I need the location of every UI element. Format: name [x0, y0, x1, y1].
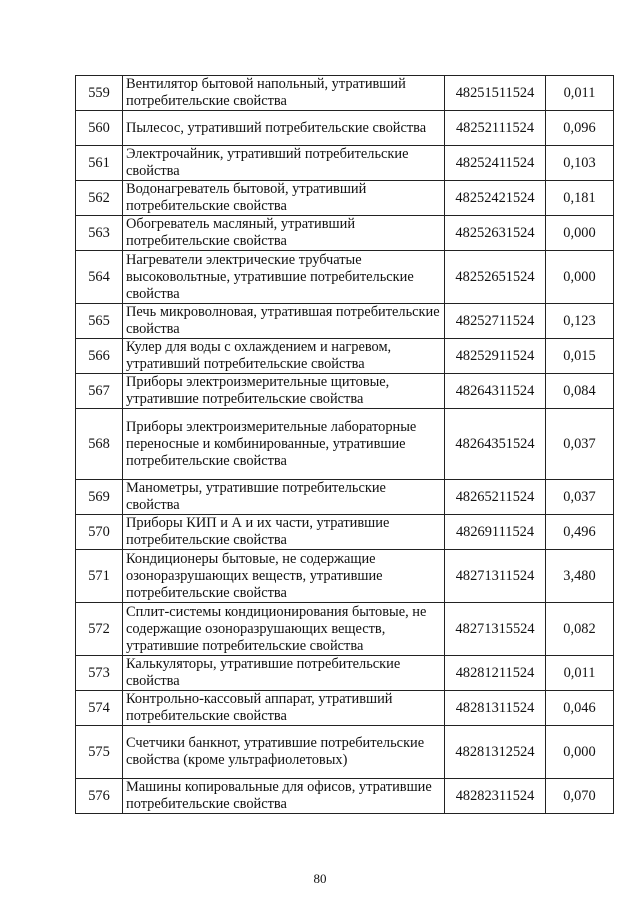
row-number: 570: [76, 515, 123, 550]
table-row: [76, 779, 614, 814]
fkko-code: 48271311524: [445, 550, 546, 603]
waste-amount: 0,096: [546, 111, 614, 146]
waste-amount: 0,103: [546, 146, 614, 181]
table-row: [76, 76, 614, 111]
waste-name: Манометры, утратившие потребительские свойства: [123, 480, 445, 515]
table-row: [76, 251, 614, 304]
row-number: 574: [76, 691, 123, 726]
waste-name: Кулер для воды с охлаждением и нагревом, утративший потребительские свойства: [123, 339, 445, 374]
waste-name: Приборы электроизмерительные щитовые, утратившие потребительские свойства: [123, 374, 445, 409]
table-row: [76, 656, 614, 691]
row-number: 564: [76, 251, 123, 304]
row-number: 566: [76, 339, 123, 374]
waste-amount: 0,015: [546, 339, 614, 374]
fkko-code: 48252631524: [445, 216, 546, 251]
table-row: [76, 726, 614, 779]
waste-amount: 0,000: [546, 216, 614, 251]
waste-name: Сплит-системы кондиционирования бытовые, не содержащие озоноразрушающих веществ, утратившие потребительские свойства: [123, 603, 445, 656]
fkko-code: 48281312524: [445, 726, 546, 779]
row-number: 567: [76, 374, 123, 409]
waste-name: Контрольно-кассовый аппарат, утративший потребительские свойства: [123, 691, 445, 726]
waste-name: Пылесос, утративший потребительские свойства: [123, 111, 445, 146]
waste-amount: 0,070: [546, 779, 614, 814]
table-row: [76, 480, 614, 515]
fkko-code: 48269111524: [445, 515, 546, 550]
table-row: [76, 374, 614, 409]
table-row: [76, 691, 614, 726]
fkko-code: 48252911524: [445, 339, 546, 374]
table-row: [76, 216, 614, 251]
waste-amount: 0,496: [546, 515, 614, 550]
waste-name: Счетчики банкнот, утратившие потребительские свойства (кроме ультрафиолетовых): [123, 726, 445, 779]
page-number: 80: [313, 871, 327, 886]
fkko-code: 48251511524: [445, 76, 546, 111]
table-row: [76, 339, 614, 374]
waste-name: Печь микроволновая, утратившая потребительские свойства: [123, 304, 445, 339]
waste-name: Калькуляторы, утратившие потребительские свойства: [123, 656, 445, 691]
fkko-code: 48264351524: [445, 409, 546, 480]
waste-name: Вентилятор бытовой напольный, утративший потребительские свойства: [123, 76, 445, 111]
row-number: 562: [76, 181, 123, 216]
row-number: 559: [76, 76, 123, 111]
waste-amount: 0,000: [546, 251, 614, 304]
waste-amount: 3,480: [546, 550, 614, 603]
waste-amount: 0,037: [546, 409, 614, 480]
waste-amount: 0,037: [546, 480, 614, 515]
row-number: 575: [76, 726, 123, 779]
waste-name: Водонагреватель бытовой, утративший потребительские свойства: [123, 181, 445, 216]
row-number: 571: [76, 550, 123, 603]
fkko-code: 48271315524: [445, 603, 546, 656]
row-number: 561: [76, 146, 123, 181]
row-number: 576: [76, 779, 123, 814]
row-number: 565: [76, 304, 123, 339]
waste-name: Нагреватели электрические трубчатые высоковольтные, утратившие потребительские свойства: [123, 251, 445, 304]
table-row: [76, 409, 614, 480]
waste-amount: 0,084: [546, 374, 614, 409]
waste-amount: 0,123: [546, 304, 614, 339]
waste-name: Электрочайник, утративший потребительские свойства: [123, 146, 445, 181]
fkko-code: 48282311524: [445, 779, 546, 814]
table-row: [76, 146, 614, 181]
fkko-code: 48281311524: [445, 691, 546, 726]
waste-name: Обогреватель масляный, утративший потребительские свойства: [123, 216, 445, 251]
fkko-code: 48281211524: [445, 656, 546, 691]
waste-classification-table: [75, 75, 614, 814]
table-row: [76, 304, 614, 339]
waste-name: Машины копировальные для офисов, утратившие потребительские свойства: [123, 779, 445, 814]
waste-amount: 0,046: [546, 691, 614, 726]
table-row: [76, 181, 614, 216]
fkko-code: 48252111524: [445, 111, 546, 146]
fkko-code: 48252411524: [445, 146, 546, 181]
waste-amount: 0,011: [546, 656, 614, 691]
waste-amount: 0,181: [546, 181, 614, 216]
waste-amount: 0,082: [546, 603, 614, 656]
row-number: 568: [76, 409, 123, 480]
fkko-code: 48252711524: [445, 304, 546, 339]
waste-amount: 0,000: [546, 726, 614, 779]
table-row: [76, 550, 614, 603]
row-number: 569: [76, 480, 123, 515]
table-row: [76, 111, 614, 146]
fkko-code: 48264311524: [445, 374, 546, 409]
table-row: [76, 603, 614, 656]
waste-amount: 0,011: [546, 76, 614, 111]
fkko-code: 48252651524: [445, 251, 546, 304]
row-number: 573: [76, 656, 123, 691]
row-number: 572: [76, 603, 123, 656]
waste-name: Приборы КИП и А и их части, утратившие потребительские свойства: [123, 515, 445, 550]
row-number: 563: [76, 216, 123, 251]
row-number: 560: [76, 111, 123, 146]
fkko-code: 48252421524: [445, 181, 546, 216]
waste-name: Приборы электроизмерительные лабораторные переносные и комбинированные, утратившие потребительские свойства: [123, 409, 445, 480]
fkko-code: 48265211524: [445, 480, 546, 515]
waste-name: Кондиционеры бытовые, не содержащие озоноразрушающих веществ, утратившие потребительские свойства: [123, 550, 445, 603]
table-row: [76, 515, 614, 550]
